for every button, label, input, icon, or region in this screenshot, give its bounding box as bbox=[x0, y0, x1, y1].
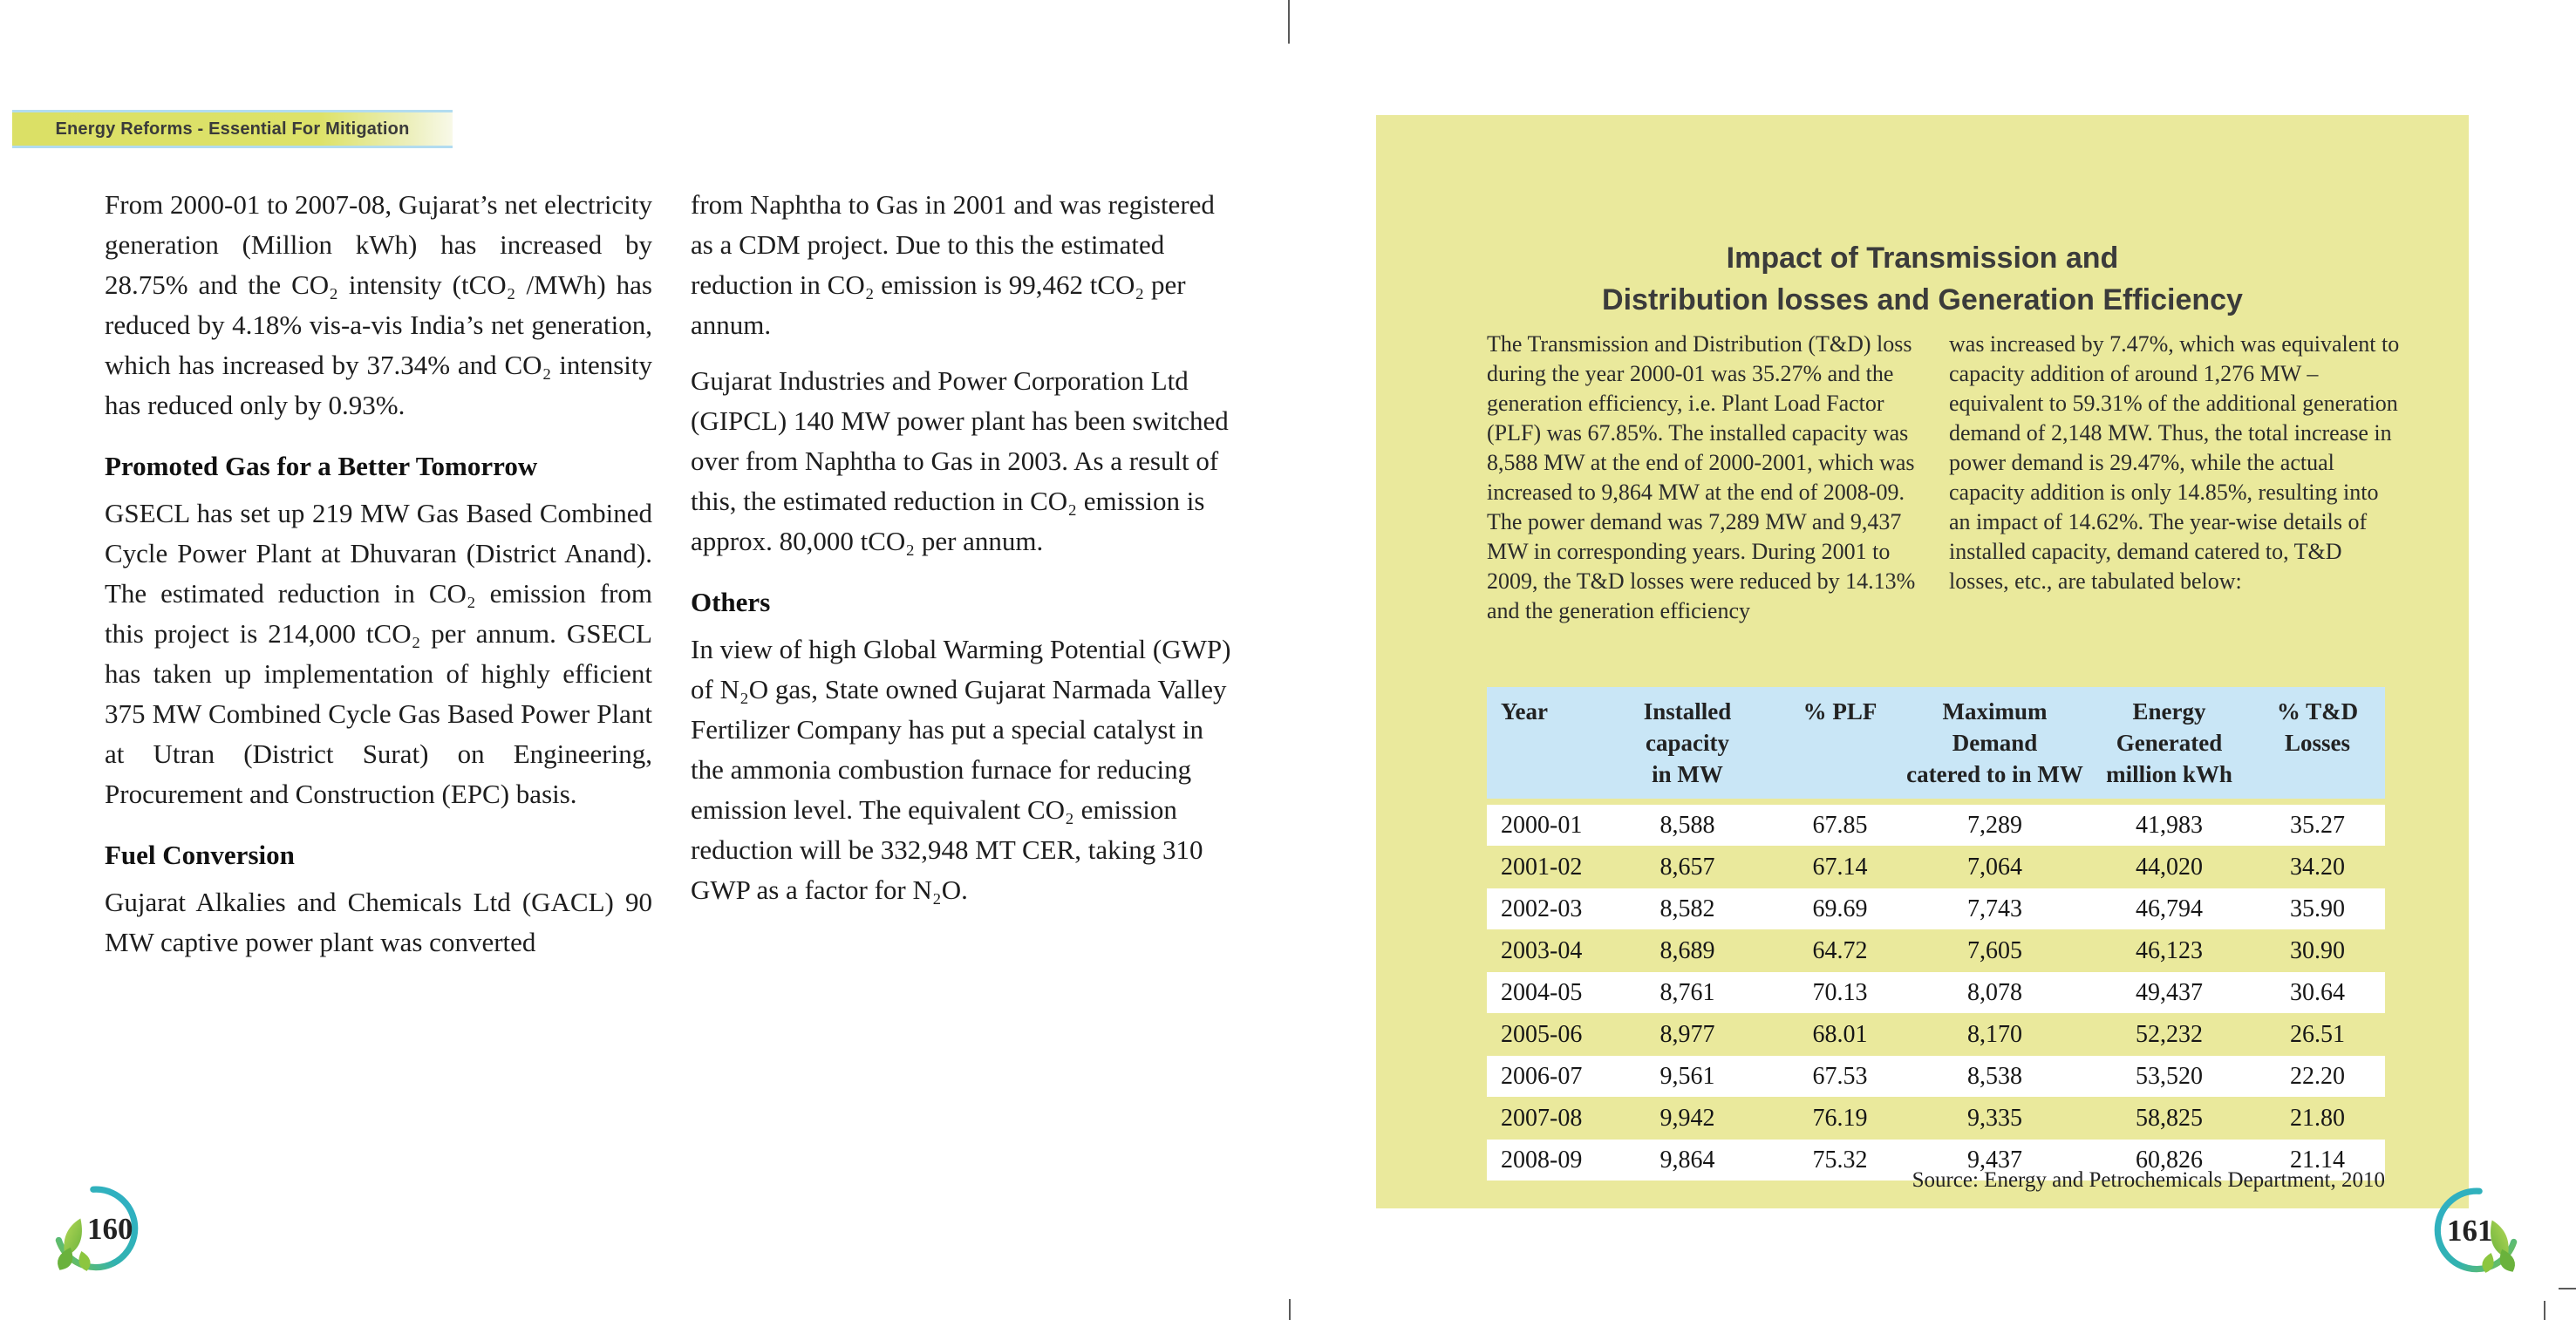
table-cell: 60,826 bbox=[2136, 1146, 2203, 1174]
table-cell: 2000-01 bbox=[1501, 811, 1583, 839]
table-row bbox=[1487, 972, 2385, 1013]
table-cell: 7,289 bbox=[1967, 811, 2022, 839]
table-row bbox=[1487, 930, 2385, 971]
table-cell: 35.90 bbox=[2290, 895, 2345, 922]
table-cell: 41,983 bbox=[2136, 811, 2203, 839]
table-cell: 8,170 bbox=[1967, 1020, 2022, 1048]
table-cell: 67.85 bbox=[1812, 811, 1868, 839]
panel-title-line2: Distribution losses and Generation Efficiency bbox=[1602, 283, 2243, 316]
table-cell: 9,335 bbox=[1967, 1104, 2022, 1132]
table-cell: 22.20 bbox=[2290, 1062, 2345, 1090]
page-number-left: 160 bbox=[87, 1212, 133, 1246]
chapter-header-tag bbox=[12, 110, 453, 148]
panel-intro-column-1: The Transmission and Distribution (T&D) loss during the year 2000-01 was 35.27% and the generation efficiency, i.e. Plant Load Factor (PLF) was 67.85%. The installed capacity was 8,588 MW at the end of 2000-2001, which was increased to 9,864 MW at the end of 2008-09. The power demand was 7,289 MW and 9,437 MW in corresponding years. During 2001 to 2009, the T&D losses were reduced by 14.13% and the generation efficiency bbox=[1487, 331, 1916, 623]
table-cell: 9,942 bbox=[1659, 1104, 1715, 1132]
table-cell: 67.14 bbox=[1812, 853, 1868, 881]
crop-mark bbox=[1289, 1299, 1291, 1320]
table-cell: 26.51 bbox=[2290, 1020, 2345, 1048]
table-cell: 75.32 bbox=[1812, 1146, 1868, 1174]
table-cell: 30.90 bbox=[2290, 936, 2345, 964]
table-cell: 76.19 bbox=[1812, 1104, 1868, 1132]
table-row bbox=[1487, 1056, 2385, 1097]
table-cell: 8,977 bbox=[1659, 1020, 1715, 1048]
table-header-row bbox=[1487, 687, 2385, 799]
table-cell: 7,605 bbox=[1967, 936, 2022, 964]
table-cell: 7,064 bbox=[1967, 853, 2022, 881]
table-cell: 2008-09 bbox=[1501, 1146, 1583, 1174]
table-cell: 34.20 bbox=[2290, 853, 2345, 881]
table-cell: 8,657 bbox=[1659, 853, 1715, 881]
table-header-cell: Maximum Demand catered to in MW bbox=[1906, 698, 2083, 787]
section-heading: Others bbox=[691, 587, 771, 617]
paragraph: from Naphtha to Gas in 2001 and was registered as a CDM project. Due to this the estimated reduction in CO₂ emission is 99,462 tCO₂ per annum. bbox=[691, 189, 1215, 340]
table-row bbox=[1487, 1014, 2385, 1055]
table-row bbox=[1487, 847, 2385, 888]
page-number-right: 161 bbox=[2447, 1214, 2493, 1248]
panel-title bbox=[1376, 237, 2469, 321]
right-page-panel bbox=[1376, 115, 2469, 1208]
panel-intro-column-2: was increased by 7.47%, which was equivalent to capacity addition of around 1,276 MW – equivalent to 59.31% of the additional generation demand of 2,148 MW. Thus, the total increase in power demand is 29.47%, while the actual capacity addition is only 14.85%, resulting into an impact of 14.62%. The year-wise details of installed capacity, demand catered to, T&D losses, etc., are tabulated below: bbox=[1949, 331, 2400, 594]
table-cell: 8,538 bbox=[1967, 1062, 2022, 1090]
table-cell: 8,761 bbox=[1659, 978, 1715, 1006]
chapter-header-label: Energy Reforms - Essential For Mitigation bbox=[55, 119, 410, 139]
table-cell: 21.80 bbox=[2290, 1104, 2345, 1132]
table-header-cell: % T&D Losses bbox=[2276, 698, 2359, 756]
table-cell: 52,232 bbox=[2136, 1020, 2203, 1048]
table-cell: 67.53 bbox=[1812, 1062, 1868, 1090]
table-cell: 8,588 bbox=[1659, 811, 1715, 839]
table-header-cell: Installed capacity in MW bbox=[1643, 698, 1732, 787]
paragraph: GSECL has set up 219 MW Gas Based Combined Cycle Power Plant at Dhuvaran (District Anand). The estimated reduction in CO₂ emission from this project is 214,000 tCO₂ per annum. GSECL has taken up implementation of highly efficient 375 MW Combined Cycle Gas Based Power Plant at Utran (District Surat) on Engineering, Procurement and Construction (EPC) basis. bbox=[105, 498, 652, 809]
table-cell: 7,743 bbox=[1967, 895, 2022, 922]
table-cell: 46,123 bbox=[2136, 936, 2203, 964]
table-cell: 64.72 bbox=[1812, 936, 1868, 964]
table-cell: 49,437 bbox=[2136, 978, 2203, 1006]
table-cell: 68.01 bbox=[1812, 1020, 1868, 1048]
table-cell: 35.27 bbox=[2290, 811, 2345, 839]
table-header-cell: % PLF bbox=[1803, 698, 1877, 725]
table-cell: 9,561 bbox=[1659, 1062, 1715, 1090]
table-row bbox=[1487, 888, 2385, 929]
table-cell: 9,864 bbox=[1659, 1146, 1715, 1174]
table-cell: 8,582 bbox=[1659, 895, 1715, 922]
table-cell: 9,437 bbox=[1967, 1146, 2022, 1174]
panel-title-line1: Impact of Transmission and bbox=[1726, 242, 2119, 275]
left-page-column-1 bbox=[105, 185, 652, 978]
section-heading: Promoted Gas for a Better Tomorrow bbox=[105, 451, 538, 481]
paragraph: Gujarat Industries and Power Corporation Ltd (GIPCL) 140 MW power plant has been switched over from Naphtha to Gas in 2003. As a result of this, the estimated reduction in CO₂ emission is approx. 80,000 tCO₂ per annum. bbox=[691, 365, 1229, 556]
paragraph: In view of high Global Warming Potential (GWP) of N₂O gas, State owned Gujarat Narmada Valley Fertilizer Company has put a special catalyst in the ammonia combustion furnace for reducing emission level. The equivalent CO₂ emission reduction will be 332,948 MT CER, taking 310 GWP as a factor for N₂O. bbox=[691, 634, 1231, 905]
table-cell: 2004-05 bbox=[1501, 978, 1583, 1006]
paragraph: Gujarat Alkalies and Chemicals Ltd (GACL) 90 MW captive power plant was converted bbox=[105, 887, 652, 957]
table-cell: 46,794 bbox=[2136, 895, 2203, 922]
data-table bbox=[1487, 687, 2385, 1181]
table-cell: 2002-03 bbox=[1501, 895, 1583, 922]
table-cell: 70.13 bbox=[1812, 978, 1868, 1006]
table-cell: 2003-04 bbox=[1501, 936, 1583, 964]
table-cell: 8,078 bbox=[1967, 978, 2022, 1006]
table-cell: 2005-06 bbox=[1501, 1020, 1583, 1048]
table-cell: 69.69 bbox=[1812, 895, 1868, 922]
section-heading: Fuel Conversion bbox=[105, 840, 295, 870]
table-cell: 30.64 bbox=[2290, 978, 2345, 1006]
table-cell: 58,825 bbox=[2136, 1104, 2203, 1132]
crop-mark bbox=[2559, 1288, 2576, 1289]
crop-mark bbox=[1288, 0, 1290, 44]
table-cell: 8,689 bbox=[1659, 936, 1715, 964]
table-header-cell: Energy Generated million kWh bbox=[2106, 698, 2232, 787]
table-row bbox=[1487, 1098, 2385, 1139]
table-source-note: Source: Energy and Petrochemicals Department, 2010 bbox=[1912, 1168, 2385, 1192]
table-cell: 53,520 bbox=[2136, 1062, 2203, 1090]
table-header-cell: Year bbox=[1501, 698, 1548, 725]
table-cell: 21.14 bbox=[2290, 1146, 2345, 1174]
table-cell: 2001-02 bbox=[1501, 853, 1583, 881]
paragraph: From 2000-01 to 2007-08, Gujarat’s net electricity generation (Million kWh) has increased by 28.75% and the CO₂ intensity (tCO₂ /MWh) has reduced by 4.18% vis-a-vis India’s net generation, which has increased by 37.34% and CO₂ intensity has reduced only by 0.93%. bbox=[105, 189, 652, 420]
table-row bbox=[1487, 805, 2385, 846]
table-cell: 2006-07 bbox=[1501, 1062, 1583, 1090]
table-body bbox=[1487, 805, 2385, 1181]
left-page-column-2 bbox=[691, 185, 1238, 926]
table-cell: 2007-08 bbox=[1501, 1104, 1583, 1132]
crop-mark bbox=[2544, 1301, 2545, 1320]
table-cell: 44,020 bbox=[2136, 853, 2203, 881]
